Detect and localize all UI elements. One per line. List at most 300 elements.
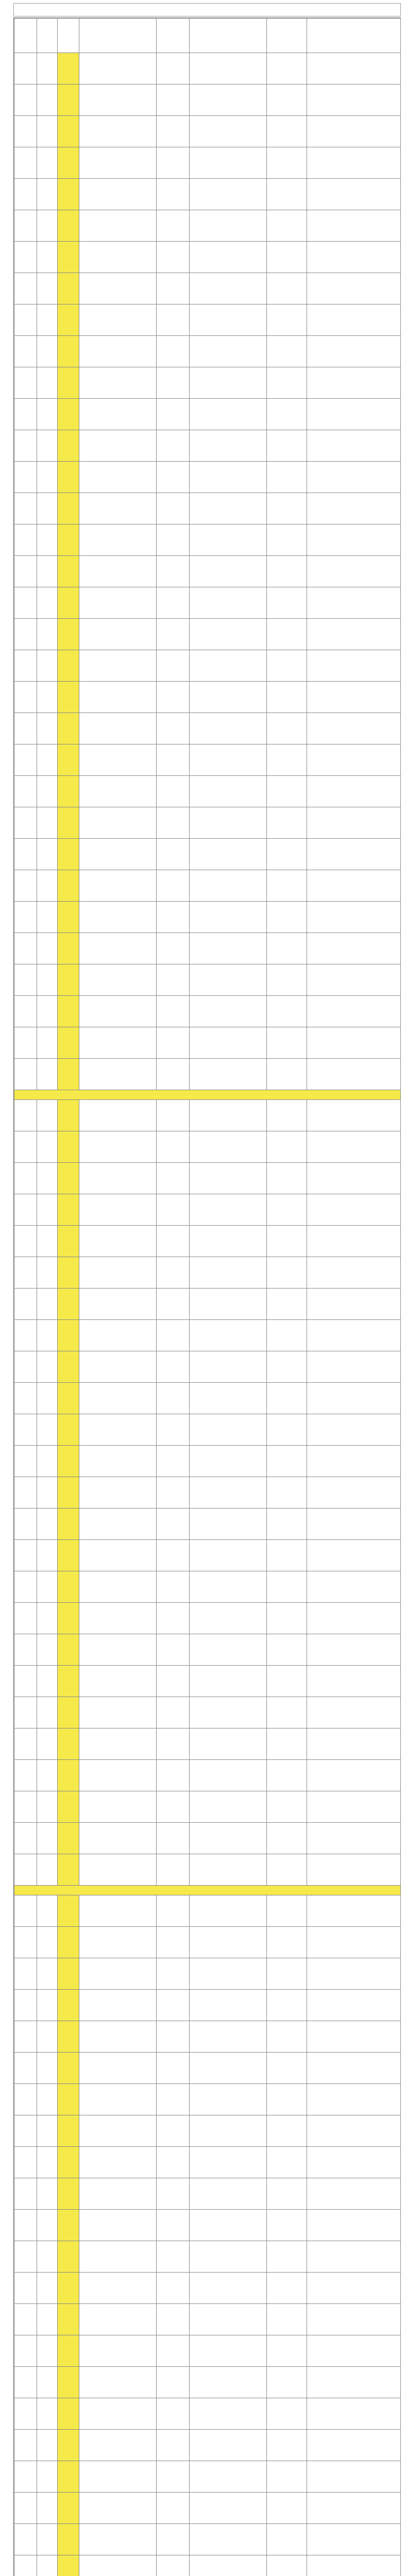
table-cell [307,493,401,524]
table-cell [157,1414,190,1446]
table-cell [157,462,190,493]
table-row [14,2430,401,2461]
table-cell [190,1509,267,1540]
table-cell [267,1634,307,1666]
table-cell [37,933,58,964]
table-cell [157,1477,190,1509]
table-cell [37,242,58,273]
table-cell [37,273,58,304]
table-cell [190,870,267,902]
table-cell [37,2115,58,2147]
table-cell [58,1634,79,1666]
table-row [14,2115,401,2147]
table-cell [190,53,267,84]
table-cell [14,1446,37,1477]
table-cell [14,2367,37,2398]
table-cell [37,399,58,430]
table-cell [79,2304,157,2335]
table-cell [267,1509,307,1540]
table-cell [79,807,157,839]
table-cell [37,1027,58,1059]
table-row [14,1603,401,1634]
table-cell [157,1895,190,1927]
column-header [267,19,307,53]
table-cell [267,1728,307,1760]
table-cell [190,933,267,964]
table-row [14,1666,401,1697]
table-cell [267,493,307,524]
table-cell [14,1027,37,1059]
table-cell [267,776,307,807]
table-cell [190,2021,267,2053]
table-cell [267,53,307,84]
table-cell [307,1194,401,1226]
table-cell [307,116,401,147]
table-row [14,336,401,367]
table-row [14,619,401,650]
table-cell [307,2210,401,2241]
table-cell [157,2053,190,2084]
table-row [14,2524,401,2555]
table-cell [190,2430,267,2461]
table-cell [267,147,307,179]
table-cell [307,1289,401,1320]
table-cell [79,2461,157,2493]
table-cell [307,1477,401,1509]
table-cell [267,2147,307,2178]
table-cell [267,2304,307,2335]
table-cell [79,1414,157,1446]
table-cell [190,1990,267,2021]
repertoire-table [14,18,401,2576]
table-cell [267,367,307,399]
table-cell [267,996,307,1027]
table-cell [58,587,79,619]
table-cell [190,1603,267,1634]
table-cell [37,587,58,619]
table-cell [157,1131,190,1163]
table-cell [307,2178,401,2210]
table-cell [58,807,79,839]
table-cell [267,1927,307,1958]
column-header [14,19,37,53]
table-cell [58,2241,79,2273]
table-cell [190,1383,267,1414]
table-cell [307,587,401,619]
table-cell [14,1990,37,2021]
table-row [14,2335,401,2367]
table-cell [14,367,37,399]
table-cell [58,1351,79,1383]
table-cell [190,1958,267,1990]
table-cell [267,2210,307,2241]
table-row [14,1289,401,1320]
table-row [14,996,401,1027]
table-cell [79,210,157,242]
table-cell [58,2461,79,2493]
table-cell [79,964,157,996]
table-cell [190,587,267,619]
table-cell [79,1194,157,1226]
table-row [14,776,401,807]
table-cell [267,1540,307,1571]
table-cell [14,2335,37,2367]
table-cell [58,1760,79,1791]
table-cell [190,1059,267,1090]
table-cell [37,1257,58,1289]
table-cell [190,430,267,462]
table-cell [190,1289,267,1320]
table-cell [79,2178,157,2210]
table-row [14,2273,401,2304]
table-cell [79,242,157,273]
table-cell [157,2241,190,2273]
table-cell [79,2493,157,2524]
table-cell [14,1895,37,1927]
table-cell [14,1958,37,1990]
table-cell [157,1540,190,1571]
table-cell [267,964,307,996]
table-cell [14,1351,37,1383]
column-header [190,19,267,53]
table-cell [307,1958,401,1990]
table-cell [190,1854,267,1886]
table-cell [79,116,157,147]
table-cell [14,2084,37,2115]
table-row [14,493,401,524]
table-cell [157,179,190,210]
table-row [14,147,401,179]
table-row [14,1571,401,1603]
table-cell [58,2555,79,2576]
table-cell [14,996,37,1027]
table-row [14,2210,401,2241]
table-cell [14,1320,37,1351]
column-header [307,19,401,53]
table-cell [58,556,79,587]
table-row [14,1697,401,1728]
table-cell [58,682,79,713]
table-cell [14,462,37,493]
table-cell [58,2430,79,2461]
table-cell [58,1895,79,1927]
table-cell [14,304,37,336]
table-cell [307,1226,401,1257]
table-cell [157,1059,190,1090]
table-cell [307,1634,401,1666]
table-cell [37,1697,58,1728]
table-cell [190,2115,267,2147]
column-header [37,19,58,53]
table-cell [79,1027,157,1059]
table-cell [58,2367,79,2398]
table-cell [14,2493,37,2524]
table-cell [267,1958,307,1990]
table-cell [190,2241,267,2273]
table-cell [267,2430,307,2461]
table-cell [37,430,58,462]
table-row [14,179,401,210]
table-cell [37,556,58,587]
table-cell [79,2430,157,2461]
table-cell [37,524,58,556]
table-cell [79,744,157,776]
table-cell [58,1289,79,1320]
table-cell [79,399,157,430]
table-row [14,116,401,147]
table-cell [267,1351,307,1383]
table-cell [157,2178,190,2210]
table-cell [58,493,79,524]
table-cell [79,1895,157,1927]
table-cell [267,1059,307,1090]
table-cell [14,336,37,367]
table-row [14,650,401,682]
table-cell [267,524,307,556]
table-cell [307,1990,401,2021]
table-cell [190,902,267,933]
table-cell [58,2493,79,2524]
table-cell [58,2273,79,2304]
table-cell [157,1383,190,1414]
table-row [14,430,401,462]
table-cell [37,1823,58,1854]
table-cell [190,1895,267,1927]
table-cell [58,1854,79,1886]
table-cell [37,839,58,870]
table-cell [58,1666,79,1697]
table-row [14,2241,401,2273]
table-cell [267,430,307,462]
table-cell [190,399,267,430]
table-cell [58,1131,79,1163]
table-cell [190,1027,267,1059]
table-cell [157,682,190,713]
table-cell [79,1666,157,1697]
table-cell [58,2178,79,2210]
table-cell [307,1446,401,1477]
table-cell [14,807,37,839]
table-cell [37,870,58,902]
table-cell [307,1728,401,1760]
table-cell [37,1603,58,1634]
table-cell [190,2461,267,2493]
table-cell [190,1257,267,1289]
table-cell [190,273,267,304]
table-cell [267,933,307,964]
table-cell [79,839,157,870]
table-cell [267,713,307,744]
table-cell [58,713,79,744]
table-cell [37,1351,58,1383]
table-row [14,210,401,242]
table-cell [14,2021,37,2053]
table-cell [79,1728,157,1760]
table-cell [190,1414,267,1446]
table-row [14,2021,401,2053]
table-cell [307,524,401,556]
table-cell [58,242,79,273]
table-cell [37,1383,58,1414]
table-cell [79,2335,157,2367]
table-cell [307,242,401,273]
table-cell [157,996,190,1027]
table-cell [58,2053,79,2084]
table-cell [14,147,37,179]
table-cell [79,2115,157,2147]
table-cell [37,1131,58,1163]
table-cell [267,1383,307,1414]
table-cell [157,1509,190,1540]
table-body [14,53,401,2576]
table-cell [79,1634,157,1666]
table-cell [37,2524,58,2555]
table-cell [79,1383,157,1414]
table-cell [37,2147,58,2178]
table-cell [79,1540,157,1571]
table-row [14,1927,401,1958]
table-cell [14,1603,37,1634]
table-row [14,1257,401,1289]
table-cell [157,1728,190,1760]
table-cell [307,2461,401,2493]
table-row [14,53,401,84]
table-cell [79,870,157,902]
table-cell [267,2084,307,2115]
table-cell [267,902,307,933]
table-row [14,462,401,493]
table-cell [79,430,157,462]
table-cell [37,2273,58,2304]
table-cell [79,2021,157,2053]
table-cell [14,53,37,84]
table-cell [58,462,79,493]
table-cell [307,2335,401,2367]
table-cell [190,1100,267,1131]
table-cell [58,933,79,964]
table-cell [14,493,37,524]
table-cell [37,2053,58,2084]
table-cell [58,964,79,996]
table-cell [267,399,307,430]
table-cell [157,619,190,650]
table-cell [190,1477,267,1509]
table-row [14,1477,401,1509]
table-cell [37,2555,58,2576]
table-cell [267,2273,307,2304]
table-cell [157,2084,190,2115]
table-cell [267,2115,307,2147]
table-cell [157,1927,190,1958]
table-cell [58,1414,79,1446]
section-divider-row [14,1090,401,1100]
table-cell [58,2335,79,2367]
table-cell [79,1351,157,1383]
table-cell [14,1823,37,1854]
table-cell [267,1320,307,1351]
table-cell [14,964,37,996]
table-row [14,1958,401,1990]
table-cell [14,2304,37,2335]
table-cell [267,2021,307,2053]
table-cell [58,1027,79,1059]
table-cell [157,1958,190,1990]
table-cell [14,1194,37,1226]
table-cell [307,1791,401,1823]
table-cell [157,1100,190,1131]
table-cell [79,493,157,524]
table-cell [14,2555,37,2576]
table-cell [157,1226,190,1257]
table-cell [37,2178,58,2210]
table-cell [79,367,157,399]
table-cell [307,682,401,713]
table-cell [157,776,190,807]
table-cell [190,839,267,870]
table-row [14,1131,401,1163]
table-row [14,2398,401,2430]
table-cell [14,1760,37,1791]
table-row [14,1226,401,1257]
table-cell [307,1697,401,1728]
table-cell [14,1728,37,1760]
table-cell [14,179,37,210]
table-cell [307,2147,401,2178]
table-cell [58,1194,79,1226]
table-row [14,807,401,839]
table-row [14,2084,401,2115]
table-cell [14,1131,37,1163]
table-cell [37,1194,58,1226]
table-cell [307,273,401,304]
table-cell [267,1194,307,1226]
table-cell [37,1163,58,1194]
table-cell [79,1958,157,1990]
table-cell [37,1509,58,1540]
table-cell [267,1791,307,1823]
table-row [14,2147,401,2178]
table-cell [14,2178,37,2210]
table-row [14,1634,401,1666]
table-cell [267,1697,307,1728]
table-cell [190,1571,267,1603]
table-cell [190,2210,267,2241]
table-cell [14,713,37,744]
table-cell [267,1226,307,1257]
table-cell [157,53,190,84]
table-cell [79,2398,157,2430]
table-row [14,870,401,902]
table-cell [79,1289,157,1320]
table-cell [79,2367,157,2398]
table-cell [58,210,79,242]
table-cell [37,147,58,179]
table-cell [307,776,401,807]
table-cell [157,1760,190,1791]
column-header [157,19,190,53]
table-cell [307,147,401,179]
table-cell [267,1854,307,1886]
table-cell [190,713,267,744]
table-cell [37,682,58,713]
table-cell [267,273,307,304]
table-cell [307,336,401,367]
table-cell [267,210,307,242]
table-row [14,2493,401,2524]
table-cell [267,1289,307,1320]
table-cell [37,650,58,682]
table-cell [14,1289,37,1320]
